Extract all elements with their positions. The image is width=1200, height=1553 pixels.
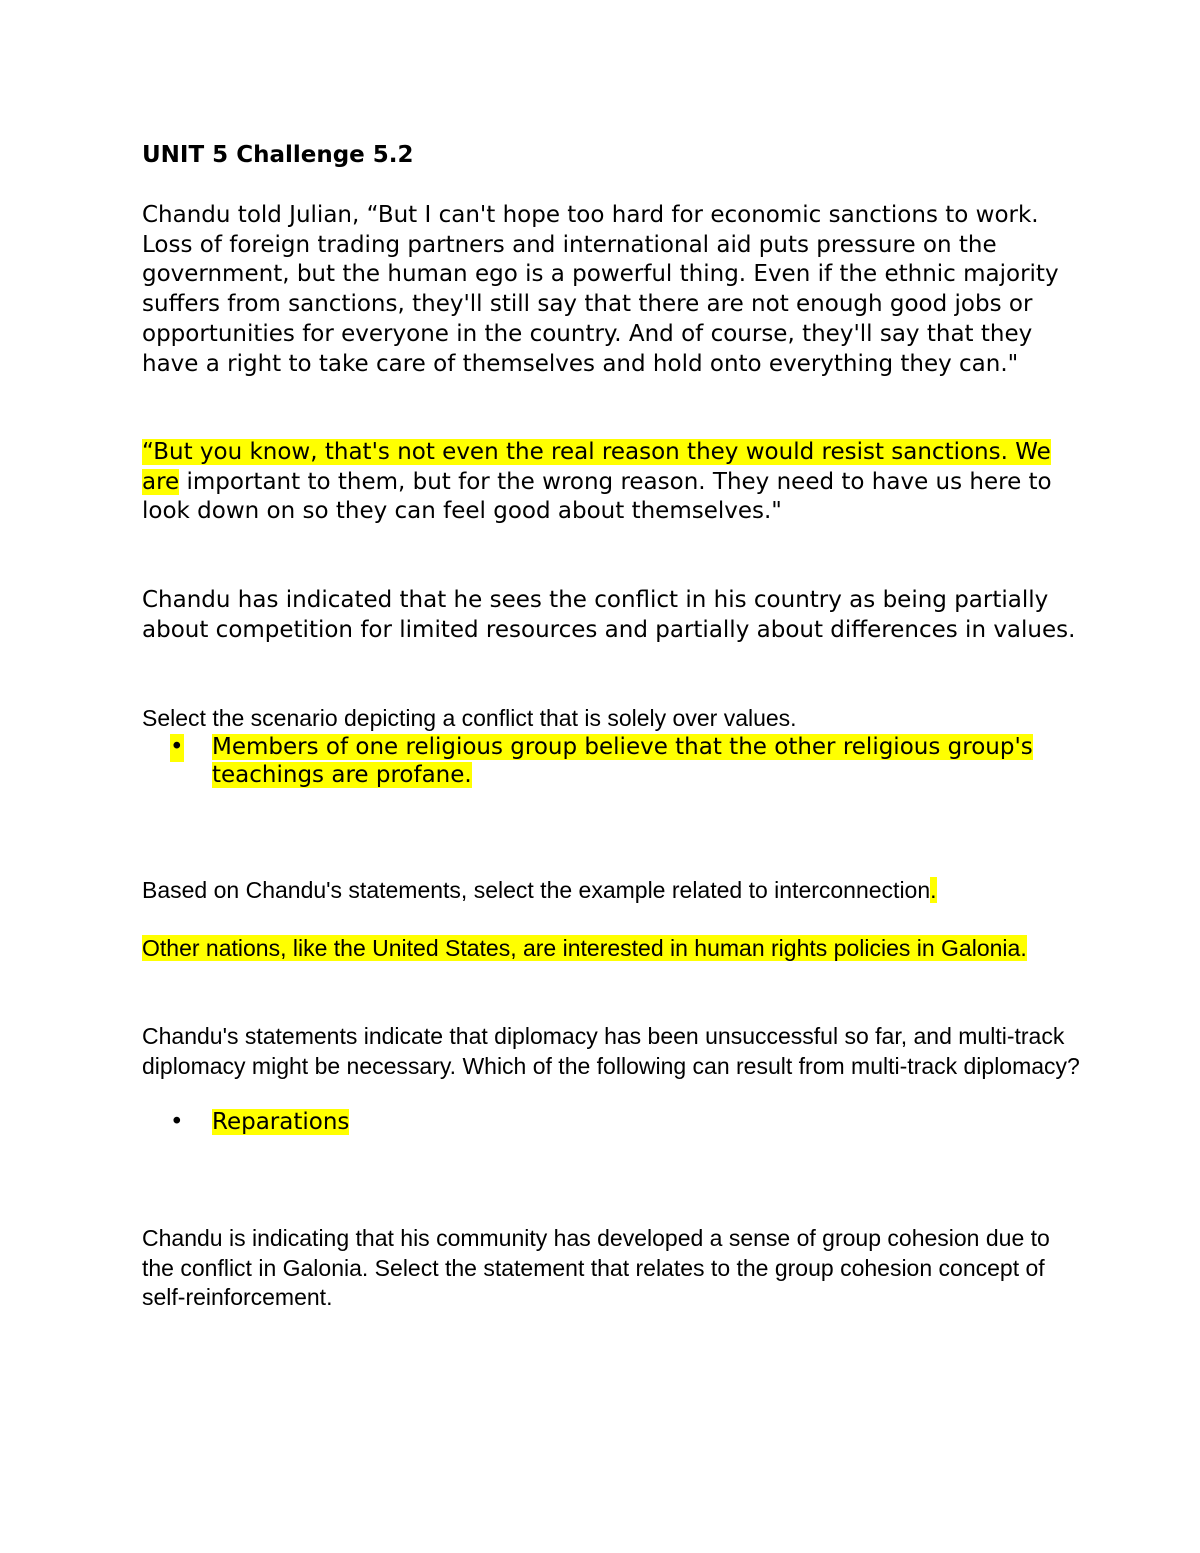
question-group-cohesion: Chandu is indicating that his community has developed a sense of group cohesion due to the conflict in Galonia. Select the statement that relates to the group cohesion concept of self-reinforcement. xyxy=(142,1225,1050,1311)
question-interconnection xyxy=(142,876,1082,906)
answer-multitrack xyxy=(212,1109,1082,1137)
bullet-icon: • xyxy=(170,734,184,760)
paragraph-conflict-description: Chandu has indicated that he sees the conflict in his country as being partially about competition for limited resources and partially about differences in values. xyxy=(142,587,1076,643)
highlighted-answer: Other nations, like the United States, are interested in human rights policies in Galonia. xyxy=(142,935,1027,961)
bullet-icon: • xyxy=(170,1109,184,1135)
highlighted-text: “But you know, that's not even the real reason they would resist sanctions. We are xyxy=(142,439,1051,495)
answer-interconnection xyxy=(142,934,1082,964)
question-values: Select the scenario depicting a conflict that is solely over values. xyxy=(142,705,797,731)
answer-multitrack-item xyxy=(142,1109,1082,1137)
paragraph-chandu-quote: Chandu told Julian, “But I can't hope too hard for economic sanctions to work. Loss of foreign trading partners and international aid puts pressure on the government, but the human ego is a powerful thing. Even if the ethnic majority suffers from sanctions, they'll still say that there are not enough good jobs or opportunities for everyone in the country. And of course, they'll say that they have a right to take care of themselves and hold onto everything they can." xyxy=(142,202,1059,377)
answer-values xyxy=(212,734,1082,789)
question-multitrack-diplomacy: Chandu's statements indicate that diplomacy has been unsuccessful so far, and multi-track diplomacy might be necessary. Which of the following can result from multi-track diplomacy? xyxy=(142,1023,1080,1079)
paragraph-text: important to them, but for the wrong reason. They need to have us here to look down on so they can feel good about themselves." xyxy=(142,468,1052,525)
document-title: UNIT 5 Challenge 5.2 xyxy=(142,142,414,168)
answer-values-item xyxy=(142,734,1082,790)
question-text: Based on Chandu's statements, select the example related to interconnection xyxy=(142,877,931,903)
highlighted-answer: Reparations xyxy=(212,1109,350,1135)
paragraph-real-reason xyxy=(142,438,1082,527)
highlighted-period: . xyxy=(930,877,937,903)
highlighted-answer: Members of one religious group believe that the other religious group's teachings are profane. xyxy=(212,734,1033,788)
